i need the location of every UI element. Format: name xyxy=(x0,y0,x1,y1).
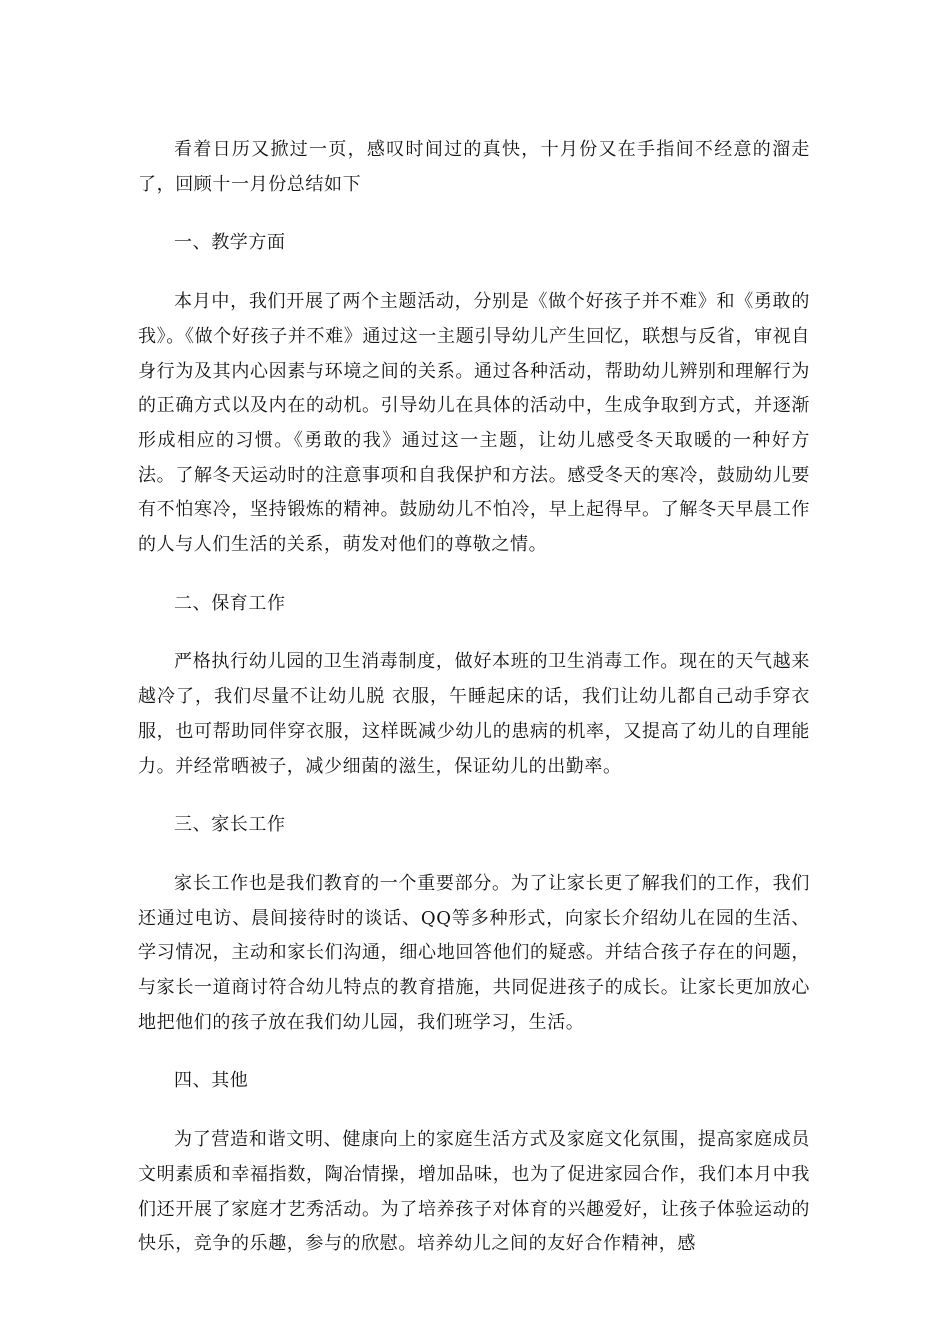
section-body-other: 为了营造和谐文明、健康向上的家庭生活方式及家庭文化氛围，提高家庭成员文明素质和幸福指数，陶冶情操，增加品味，也为了促进家园合作，我们本月中我们还开展了家庭才艺秀活动。为了培养孩子对体育的兴趣爱好，让孩子体验运动的快乐，竞争的乐趣，参与的欣慰。培养幼儿之间的友好合作精神，感 xyxy=(138,1129,810,1255)
document-body xyxy=(138,133,810,1286)
section-heading-parents: 三、家长工作 xyxy=(174,814,286,836)
section-heading-other: 四、其他 xyxy=(174,1070,249,1092)
section-heading-teaching: 一、教学方面 xyxy=(174,232,286,254)
section-body-teaching: 本月中，我们开展了两个主题活动，分别是《做个好孩子并不难》和《勇敢的我》。《做个好孩子并不难》通过这一主题引导幼儿产生回忆，联想与反省，审视自身行为及其内心因素与环境之间的关系。通过各种活动，帮助幼儿辨别和理解行为的正确方式以及内在的动机。引导幼儿在具体的活动中，生成争取到方式，并逐渐形成相应的习惯。《勇敢的我》通过这一主题，让幼儿感受冬天取暖的一种好方法。了解冬天运动时的注意事项和自我保护和方法。感受冬天的寒冷，鼓励幼儿要有不怕寒冷，坚持锻炼的精神。鼓励幼儿不怕冷，早上起得早。了解冬天早晨工作的人与人们生活的关系，萌发对他们的尊敬之情。 xyxy=(138,291,810,556)
intro-paragraph: 看着日历又掀过一页，感叹时间过的真快，十月份又在手指间不经意的溜走了，回顾十一月份总结如下 xyxy=(138,139,810,195)
section-heading-care: 二、保育工作 xyxy=(174,592,286,614)
section-body-care: 严格执行幼儿园的卫生消毒制度，做好本班的卫生消毒工作。现在的天气越来越冷了，我们尽量不让幼儿脱 衣服，午睡起床的话，我们让幼儿都自己动手穿衣服，也可帮助同伴穿衣服，这样既减少幼儿的患病的机率，又提高了幼儿的自理能力。并经常晒被子，减少细菌的滋生，保证幼儿的出勤率。 xyxy=(138,651,810,777)
section-body-parents: 家长工作也是我们教育的一个重要部分。为了让家长更了解我们的工作，我们还通过电访、晨间接待时的谈话、QQ等多种形式，向家长介绍幼儿在园的生活、学习情况，主动和家长们沟通，细心地回答他们的疑惑。并结合孩子存在的问题，与家长一道商讨符合幼儿特点的教育措施，共同促进孩子的成长。让家长更加放心地把他们的孩子放在我们幼儿园，我们班学习，生活。 xyxy=(138,872,810,1033)
